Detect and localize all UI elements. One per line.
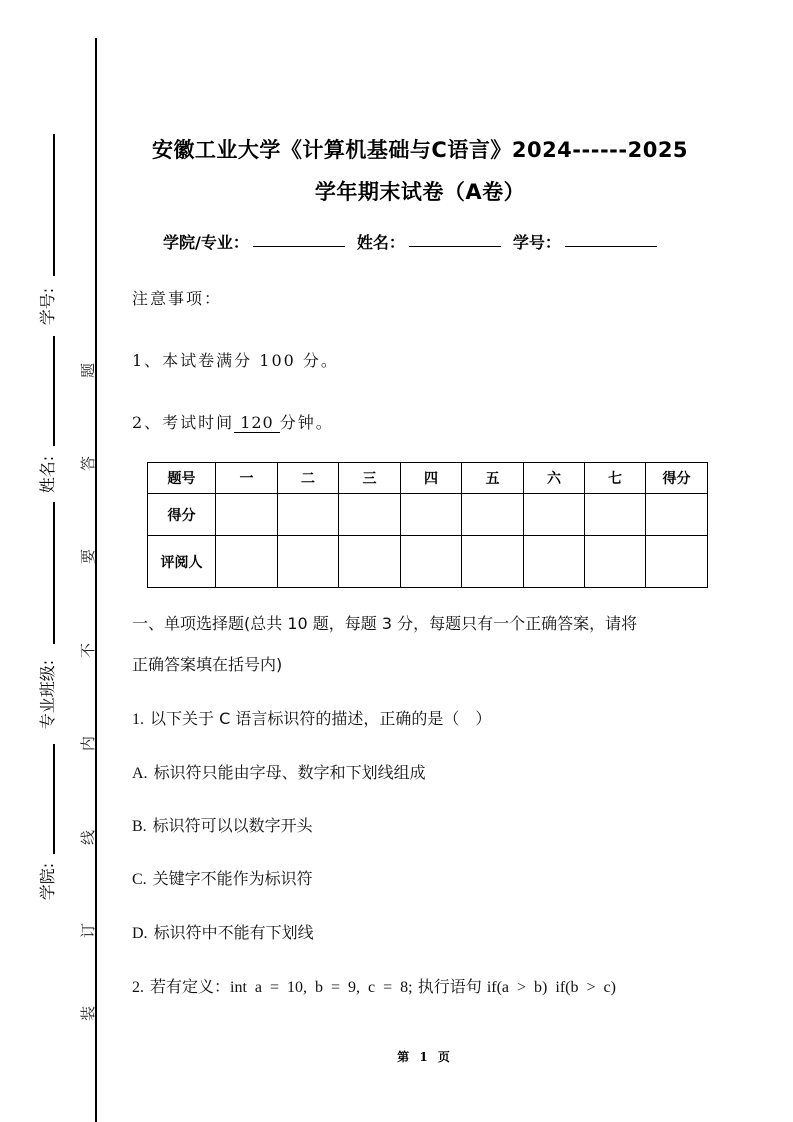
header-cell-7: 七: [585, 463, 646, 494]
question-1-stem: [132, 706, 491, 729]
exam-duration-value: 120: [234, 413, 280, 433]
header-cell-total: 得分: [646, 463, 708, 494]
name-blank-line: [53, 502, 55, 644]
note-exam-time-suffix: 分钟。: [279, 413, 334, 432]
header-cell-1: 一: [216, 463, 278, 494]
question-1-option-c[interactable]: [132, 866, 313, 889]
student-id-margin-label: 学号:: [38, 287, 58, 325]
name-field[interactable]: [409, 230, 501, 247]
header-cell-3: 三: [339, 463, 401, 494]
score-cell[interactable]: [278, 494, 339, 536]
header-cell-5: 五: [462, 463, 524, 494]
option-text: 标识符中不能有下划线: [153, 923, 314, 942]
grader-cell[interactable]: [278, 536, 339, 588]
grader-cell[interactable]: [585, 536, 646, 588]
header-cell-question-no: 题号: [148, 463, 216, 494]
seal-char-xian: 线: [79, 829, 98, 845]
grader-cell[interactable]: [524, 536, 585, 588]
score-cell[interactable]: [339, 494, 401, 536]
question-1-option-a[interactable]: [132, 760, 426, 783]
grader-cell[interactable]: [339, 536, 401, 588]
seal-char-bu: 不: [79, 642, 98, 658]
option-letter: B.: [132, 818, 147, 835]
note-exam-time: [132, 410, 334, 433]
question-2-mid: 执行语句: [412, 977, 487, 996]
seal-char-yao: 要: [79, 548, 98, 564]
notes-heading: 注意事项：: [132, 289, 223, 308]
class-blank-line: [53, 744, 55, 854]
seal-char-zhuang: 装: [79, 1005, 98, 1021]
college-major-field[interactable]: [253, 230, 345, 247]
option-text: 标识符只能由字母、数字和下划线组成: [153, 763, 426, 782]
page-number: 第 1 页: [397, 1050, 453, 1064]
seal-char-ding: 订: [79, 922, 98, 938]
grader-row: [148, 536, 708, 588]
seal-char-da: 答: [79, 455, 98, 471]
option-text: 标识符可以以数字开头: [152, 816, 313, 835]
score-row-label: 得分: [148, 494, 216, 536]
section-1-title-line2: 正确答案填在括号内): [132, 655, 283, 674]
option-letter: D.: [132, 925, 148, 942]
header-cell-2: 二: [278, 463, 339, 494]
question-2-prefix: 若有定义：: [150, 977, 231, 996]
option-text: 关键字不能作为标识符: [152, 869, 313, 888]
question-1-option-d[interactable]: [132, 920, 314, 943]
note-full-score: 1、本试卷满分 100 分。: [132, 351, 339, 370]
seal-char-nei: 内: [79, 735, 98, 751]
score-cell[interactable]: [585, 494, 646, 536]
grader-cell[interactable]: [401, 536, 462, 588]
class-margin-label: 专业班级:: [38, 659, 58, 729]
question-2-number: 2.: [132, 979, 144, 996]
student-id-blank-line-lower: [53, 336, 55, 446]
score-row: [148, 494, 708, 536]
grader-cell[interactable]: [216, 536, 278, 588]
grader-cell-total[interactable]: [646, 536, 708, 588]
student-id-field[interactable]: [565, 230, 657, 247]
question-2-code-definition: int a = 10, b = 9, c = 8;: [230, 979, 413, 996]
binding-line: [95, 38, 97, 1122]
note-exam-time-prefix: 2、考试时间: [132, 413, 235, 432]
score-cell[interactable]: [401, 494, 462, 536]
header-cell-6: 六: [524, 463, 585, 494]
option-letter: A.: [132, 765, 148, 782]
exam-title-line1: 安徽工业大学《计算机基础与C语言》2024------2025: [151, 138, 689, 162]
college-major-label: 学院/专业：: [163, 233, 249, 252]
student-id-blank-line: [53, 134, 55, 276]
score-cell[interactable]: [462, 494, 524, 536]
name-margin-label: 姓名:: [38, 455, 58, 493]
student-id-label: 学号：: [512, 233, 561, 252]
question-2-code-statement: if(a > b) if(b > c): [486, 979, 616, 996]
grader-cell[interactable]: [462, 536, 524, 588]
header-cell-4: 四: [401, 463, 462, 494]
score-cell-total[interactable]: [646, 494, 708, 536]
question-1-text: 以下关于 C 语言标识符的描述，正确的是（ ）: [150, 709, 492, 728]
score-table-header-row: [148, 463, 708, 494]
score-cell[interactable]: [524, 494, 585, 536]
score-table: [147, 462, 708, 588]
name-label: 姓名：: [356, 233, 405, 252]
score-cell[interactable]: [216, 494, 278, 536]
exam-title-line2: 学年期末试卷（A卷）: [314, 180, 526, 204]
student-info-row: [163, 230, 669, 253]
question-1-option-b[interactable]: [132, 813, 313, 836]
option-letter: C.: [132, 871, 147, 888]
section-1-title-line1: 一、单项选择题(总共 10 题，每题 3 分，每题只有一个正确答案，请将: [132, 614, 638, 633]
grader-row-label: 评阅人: [148, 536, 216, 588]
question-2-stem: [132, 974, 616, 997]
seal-char-ti: 题: [79, 362, 98, 378]
question-1-number: 1.: [132, 711, 144, 728]
college-margin-label: 学院:: [38, 862, 58, 900]
